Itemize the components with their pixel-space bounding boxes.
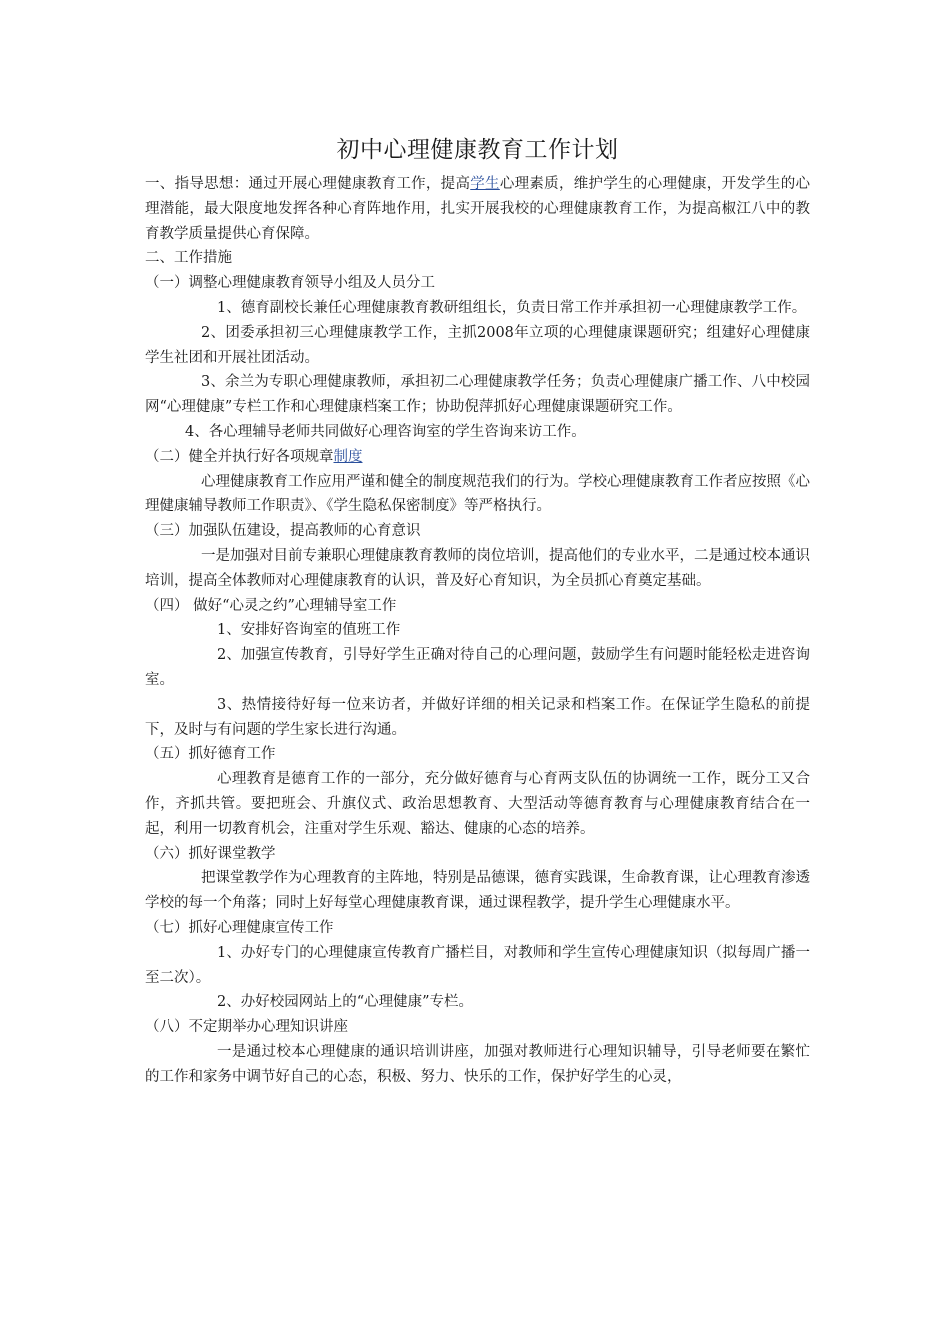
sub5-body: 心理教育是德育工作的一部分，充分做好德育与心育两支队伍的协调统一工作，既分工又合作，齐抓共管。要把班会、升旗仪式、政治思想教育、大型活动等德育教育与心理健康教育结合在一起，利用一切教育机会，注重对学生乐观、豁达、健康的心态的培养。: [145, 771, 810, 837]
sub7-item-1: 1、办好专门的心理健康宣传教育广播栏目，对教师和学生宣传心理健康知识（拟每周广播一至二次）。: [145, 944, 810, 986]
subheading-3: （三）加强队伍建设，提高教师的心育意识: [145, 523, 421, 540]
subheading-2: [145, 445, 810, 470]
students-link[interactable]: 学生: [470, 176, 500, 192]
sub1-item-4: 4、各心理辅导老师共同做好心理咨询室的学生咨询来访工作。: [185, 423, 586, 440]
section-heading-work-measures: 二、工作措施: [145, 250, 232, 267]
document-page: [145, 128, 810, 1089]
subheading-8: （八）不定期举办心理知识讲座: [145, 1019, 348, 1036]
sub1-item-1: 1、德育副校长兼任心理健康教育教研组组长，负责日常工作并承担初一心理健康教学工作。: [217, 299, 807, 316]
subheading-2-text: （二）健全并执行好各项规章: [145, 448, 334, 465]
regulations-link[interactable]: 制度: [333, 448, 363, 465]
sub1-item-2: 2、团委承担初三心理健康教学工作，主抓2008年立项的心理健康课题研究；组建好心理健康学生社团和开展社团活动。: [145, 324, 810, 366]
document-title: 初中心理健康教育工作计划: [336, 137, 619, 163]
guiding-ideology-paragraph: [145, 172, 810, 246]
sub4-item-3: 3、热情接待好每一位来访者，并做好详细的相关记录和档案工作。在保证学生隐私的前提下，及时与有问题的学生家长进行沟通。: [145, 696, 810, 738]
sub2-body: 心理健康教育工作应用严谨和健全的制度规范我们的行为。学校心理健康教育工作者应按照《心理健康辅导教师工作职责》、《学生隐私保密制度》等严格执行。: [145, 473, 810, 515]
subheading-4: （四） 做好“心灵之约”心理辅导室工作: [145, 597, 397, 614]
subheading-5: （五）抓好德育工作: [145, 746, 276, 763]
guiding-ideology-text-start: 一、指导思想：通过开展心理健康教育工作，提高: [145, 176, 471, 192]
subheading-1: （一）调整心理健康教育领导小组及人员分工: [145, 275, 435, 292]
sub4-item-2: 2、加强宣传教育，引导好学生正确对待自己的心理问题，鼓励学生有问题时能轻松走进咨询室。: [145, 647, 810, 688]
sub1-item-3: 3、余兰为专职心理健康教师，承担初二心理健康教学任务；负责心理健康广播工作、八中校园网“心理健康”专栏工作和心理健康档案工作；协助倪萍抓好心理健康课题研究工作。: [145, 374, 810, 416]
sub7-item-2: 2、办好校园网站上的“心理健康”专栏。: [217, 994, 474, 1011]
subheading-6: （六）抓好课堂教学: [145, 845, 276, 862]
sub8-body: 一是通过校本心理健康的通识培训讲座，加强对教师进行心理知识辅导，引导老师要在繁忙的工作和家务中调节好自己的心态，积极、努力、快乐的工作，保护好学生的心灵，: [145, 1043, 810, 1085]
subheading-7: （七）抓好心理健康宣传工作: [145, 919, 334, 936]
sub6-body: 把课堂教学作为心理教育的主阵地，特别是品德课，德育实践课，生命教育课，让心理教育渗透学校的每一个角落；同时上好每堂心理健康教育课，通过课程教学，提升学生心理健康水平。: [145, 870, 810, 912]
sub3-body: 一是加强对目前专兼职心理健康教育教师的岗位培训，提高他们的专业水平，二是通过校本通识培训，提高全体教师对心理健康教育的认识，普及好心育知识，为全员抓心育奠定基础。: [145, 547, 810, 589]
sub4-item-1: 1、安排好咨询室的值班工作: [217, 622, 401, 639]
guiding-ideology-text-end: 心理素质，维护学生的心理健康，开发学生的心理潜能，最大限度地发挥各种心育阵地作用，扎实开展我校的心理健康教育工作，为提高椒江八中的教育教学质量提供心育保障。: [145, 176, 811, 242]
